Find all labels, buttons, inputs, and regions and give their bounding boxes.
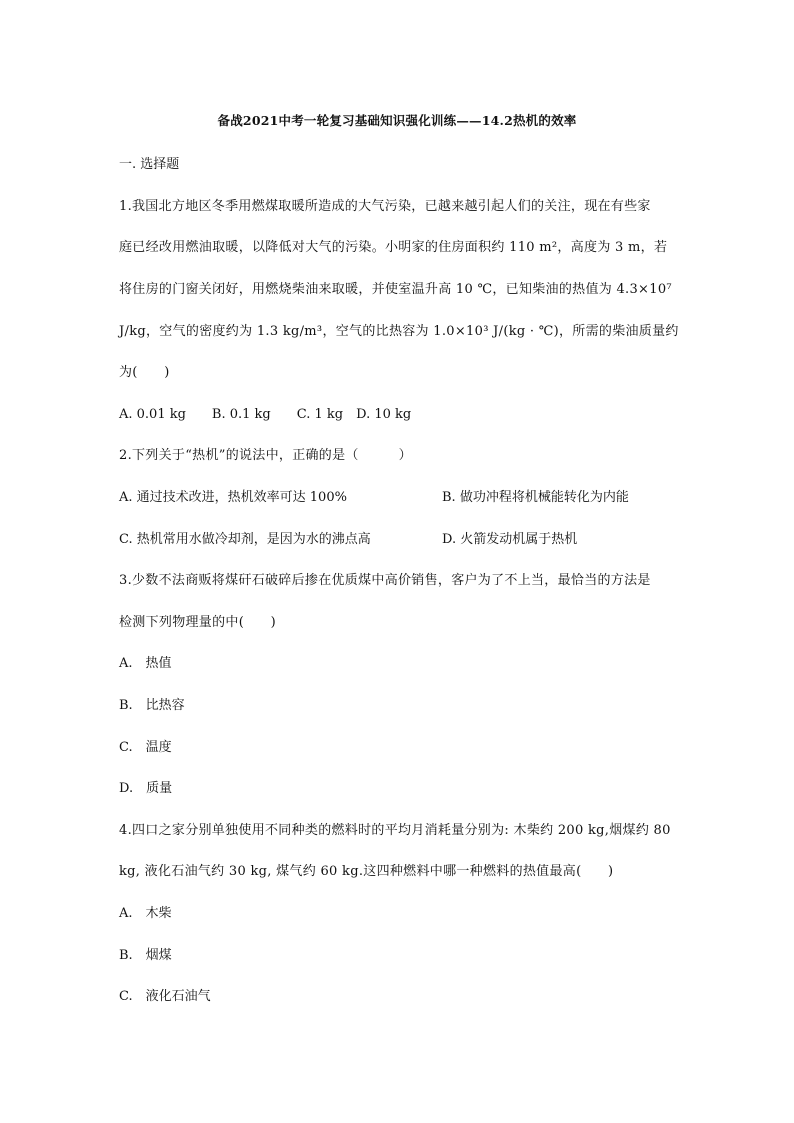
q3-option-a: A. 热值 <box>119 656 172 671</box>
q2-stem: 2.下列关于“热机”的说法中，正确的是（ ） <box>119 448 412 463</box>
page-title: 备战2021中考一轮复习基础知识强化训练——14.2热机的效率 <box>217 113 577 128</box>
q3-option-c: C. 温度 <box>119 740 172 755</box>
q4-option-c: C. 液化石油气 <box>119 989 211 1004</box>
q2-option-b: B. 做功冲程将机械能转化为内能 <box>442 490 629 505</box>
q4-option-b: B. 烟煤 <box>119 948 172 963</box>
q3-line-1: 3.少数不法商贩将煤矸石破碎后掺在优质煤中高价销售，客户为了不上当，最恰当的方法是 <box>119 573 651 588</box>
q4-line-2: kg, 液化石油气约 30 kg, 煤气约 60 kg.这四种燃料中哪一种燃料的热值最高( ) <box>119 864 614 879</box>
q4-option-a: A. 木柴 <box>119 906 172 921</box>
q1-line-2: 庭已经改用燃油取暖，以降低对大气的污染。小明家的住房面积约 110 m²，高度为 3 m，若 <box>119 240 668 255</box>
q1-line-4: J/kg，空气的密度约为 1.3 kg/m³，空气的比热容为 1.0×10³ J/(kg · ℃)，所需的柴油质量约 <box>119 324 679 339</box>
q4-line-1: 4.四口之家分别单独使用不同种类的燃料时的平均月消耗量分别为: 木柴约 200 kg,烟煤约 80 <box>119 823 671 838</box>
q3-option-d: D. 质量 <box>119 781 173 796</box>
q1-line-5: 为( ) <box>119 365 170 380</box>
q2-option-a: A. 通过技术改进，热机效率可达 100% <box>119 490 347 505</box>
q2-option-c: C. 热机常用水做冷却剂，是因为水的沸点高 <box>119 532 371 547</box>
q1-line-1: 1.我国北方地区冬季用燃煤取暖所造成的大气污染，已越来越引起人们的关注，现在有些家 <box>119 199 651 214</box>
q2-option-d: D. 火箭发动机属于热机 <box>442 532 578 547</box>
q3-option-b: B. 比热容 <box>119 698 185 713</box>
q1-options: A. 0.01 kg B. 0.1 kg C. 1 kg D. 10 kg <box>119 407 412 422</box>
q1-line-3: 将住房的门窗关闭好，用燃烧柴油来取暖，并使室温升高 10 ℃，已知柴油的热值为 4.3×10⁷ <box>119 282 672 297</box>
section-heading: 一. 选择题 <box>119 157 180 172</box>
q3-line-2: 检测下列物理量的中( ) <box>119 615 277 630</box>
